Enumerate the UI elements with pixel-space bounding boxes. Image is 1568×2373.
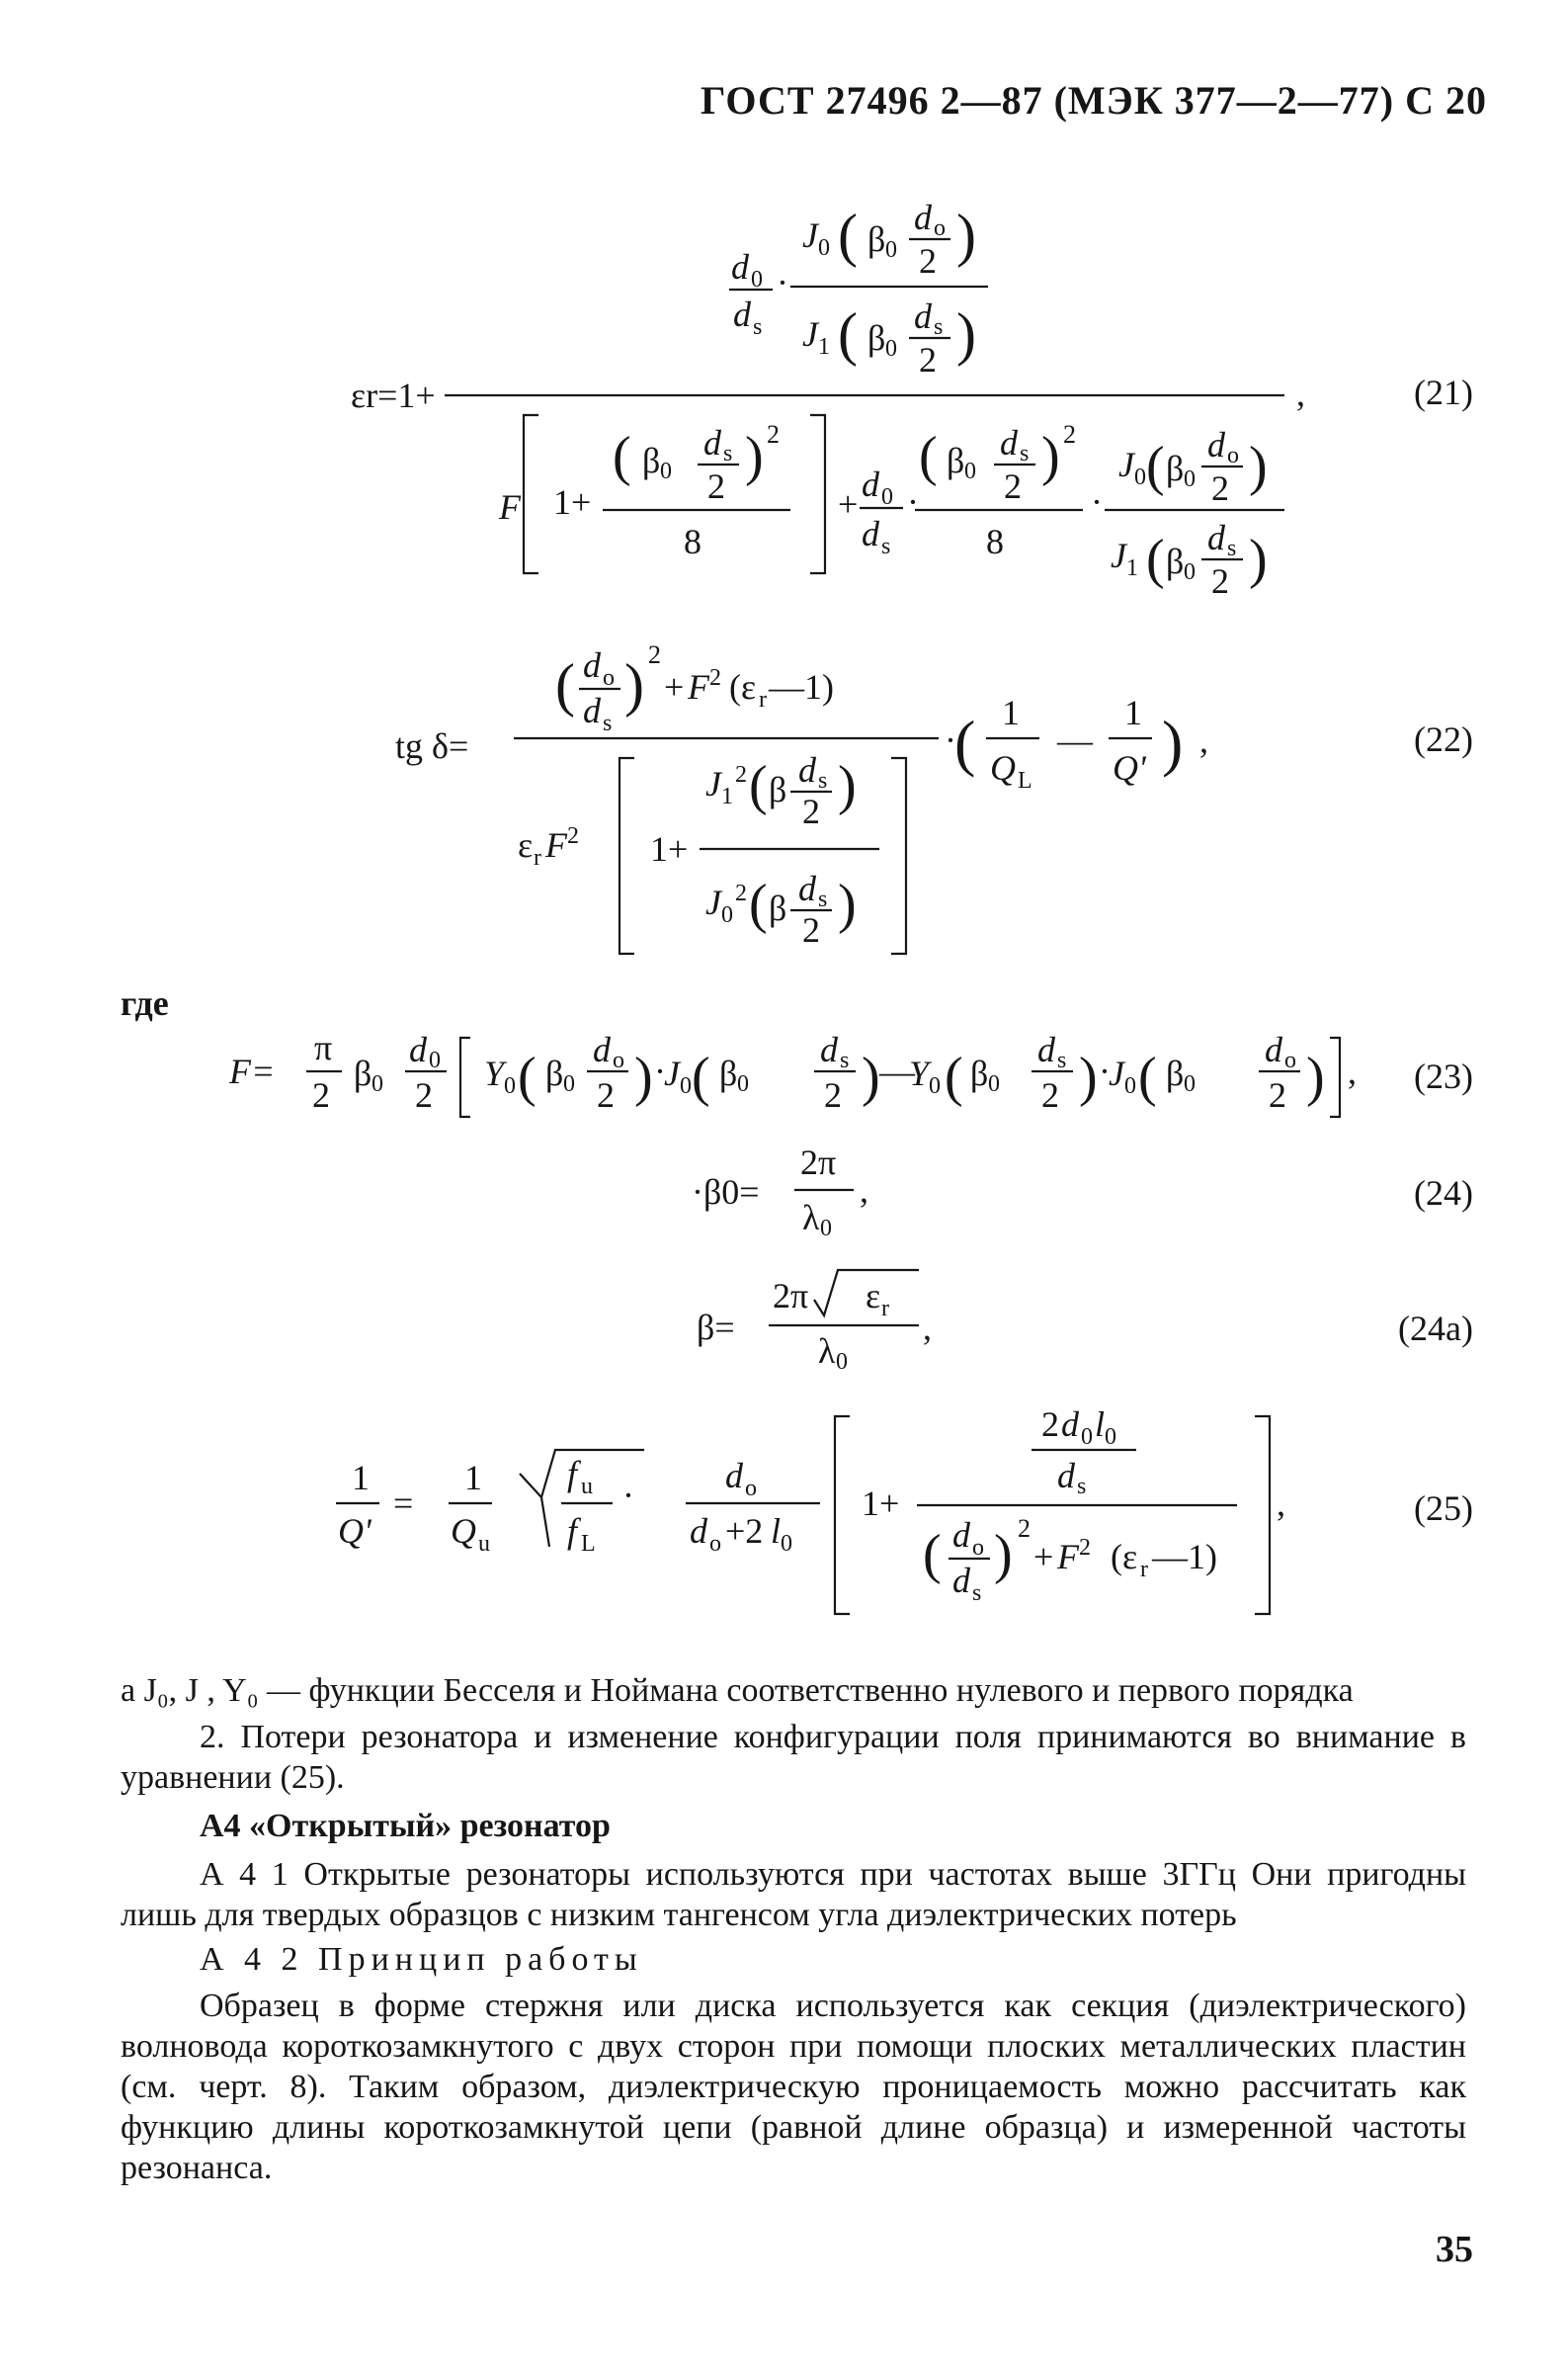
svg-text:,: , <box>860 1170 868 1210</box>
svg-text:β: β <box>1166 542 1185 581</box>
svg-text:F: F <box>1057 1537 1079 1576</box>
svg-text:(: ( <box>518 1047 536 1108</box>
svg-text:·: · <box>777 263 788 302</box>
equation-25 <box>0 1398 1568 1636</box>
svg-text:π: π <box>314 1028 333 1067</box>
svg-text:0: 0 <box>885 336 897 362</box>
svg-text:β: β <box>719 1054 738 1093</box>
svg-text:β: β <box>970 1054 989 1093</box>
svg-text:(: ( <box>923 1524 942 1585</box>
svg-text:β: β <box>354 1054 372 1093</box>
svg-text:d: d <box>1061 1404 1079 1444</box>
svg-text:d: d <box>798 869 816 908</box>
eq24-lhs: ·β0= <box>692 1172 760 1212</box>
svg-text:1: 1 <box>464 1458 482 1497</box>
svg-text:β: β <box>545 1054 564 1093</box>
svg-text:2: 2 <box>767 420 780 449</box>
svg-text:2: 2 <box>1063 420 1076 449</box>
svg-text:0: 0 <box>751 267 763 293</box>
svg-text:d: d <box>914 297 932 336</box>
svg-text:2: 2 <box>1211 468 1229 508</box>
page-header: ГОСТ 27496 2—87 (МЭК 377—2—77) С 20 <box>700 78 1487 123</box>
svg-text:(: ( <box>838 203 858 268</box>
svg-text:L: L <box>581 1531 596 1557</box>
svg-text:o: o <box>603 665 615 691</box>
svg-text:(: ( <box>749 755 768 816</box>
svg-text:ε: ε <box>518 825 534 865</box>
svg-text:s: s <box>1020 441 1030 466</box>
svg-text:·: · <box>907 482 919 522</box>
svg-text:Y: Y <box>909 1054 930 1093</box>
svg-text:s: s <box>1227 536 1237 561</box>
body-text <box>121 1670 1466 2188</box>
svg-text:0: 0 <box>881 484 893 510</box>
equation-21 <box>0 178 1568 633</box>
svg-text:): ) <box>838 755 857 816</box>
svg-text:1+: 1+ <box>650 829 689 869</box>
svg-text:0: 0 <box>885 237 897 263</box>
svg-text:s: s <box>818 768 828 794</box>
svg-text:—1): —1) <box>769 667 834 707</box>
svg-text:(: ( <box>945 1047 963 1108</box>
svg-text:2: 2 <box>1041 1404 1059 1444</box>
section-a4-title: А4 «Открытый» резонатор <box>200 1808 611 1844</box>
paragraph-a42: Образец в форме стержня или диска используется как секция (диэлектрического) волновода короткозамкнутого с двух сторон при помощи плоских металлических пластин (см. черт. 8). Таким образом, диэлектрическую проницаемость можно рассчитать как функцию длины короткозамкнутой цепи (равной длине образца) и измеренной частоты резонанса. <box>121 1988 1466 2186</box>
svg-text:2: 2 <box>1041 1075 1059 1115</box>
svg-text:d: d <box>952 1515 970 1555</box>
svg-text:+: + <box>664 667 685 707</box>
svg-text:0: 0 <box>371 1071 383 1097</box>
note-2: 2. Потери резонатора и изменение конфигурации поля принимаются во внимание в уравнении (25). <box>121 1719 1466 1796</box>
svg-text:β: β <box>867 219 886 259</box>
svg-text:d: d <box>1037 1030 1055 1069</box>
svg-text:u: u <box>478 1531 490 1557</box>
svg-text:): ) <box>1162 708 1184 778</box>
svg-text:β: β <box>642 441 661 480</box>
svg-text:1: 1 <box>352 1458 370 1497</box>
paragraph-a41: А 4 1 Открытые резонаторы используются при частотах выше 3ГГц Они пригодны лишь для твердых образцов с низким тангенсом угла диэлектрических потерь <box>121 1856 1466 1933</box>
svg-text:d: d <box>862 514 879 553</box>
svg-text:·: · <box>622 1476 634 1515</box>
svg-text:—: — <box>1057 720 1093 760</box>
svg-text:1+: 1+ <box>862 1483 900 1523</box>
svg-text:J: J <box>705 883 721 922</box>
svg-text:J: J <box>802 314 818 354</box>
eq24a-lhs: β= <box>697 1308 735 1347</box>
svg-text:0: 0 <box>429 1048 441 1073</box>
svg-text:s: s <box>972 1580 982 1606</box>
svg-text:(: ( <box>555 652 575 718</box>
svg-text:0: 0 <box>1184 559 1196 585</box>
svg-text:o: o <box>709 1531 721 1557</box>
svg-text:1: 1 <box>721 784 733 809</box>
svg-text:2: 2 <box>709 665 721 691</box>
svg-text:+2: +2 <box>725 1511 764 1551</box>
svg-text:d: d <box>914 198 932 237</box>
svg-text:l: l <box>1095 1404 1106 1444</box>
svg-text:0: 0 <box>1124 1073 1136 1099</box>
svg-text:λ: λ <box>818 1331 836 1371</box>
svg-text:λ: λ <box>802 1198 820 1237</box>
svg-text:8: 8 <box>986 522 1004 561</box>
svg-text:2: 2 <box>802 910 820 950</box>
svg-text:1+: 1+ <box>553 482 592 522</box>
svg-text:o: o <box>1227 443 1239 468</box>
svg-text:0: 0 <box>820 1216 832 1241</box>
svg-text:2: 2 <box>707 466 725 506</box>
svg-text:2: 2 <box>1079 1535 1091 1561</box>
svg-text:Y: Y <box>484 1054 505 1093</box>
svg-text:d: d <box>1207 518 1225 557</box>
svg-text:0: 0 <box>737 1071 749 1097</box>
svg-text:0: 0 <box>836 1349 848 1375</box>
svg-text:o: o <box>972 1535 984 1561</box>
svg-text:d: d <box>820 1030 838 1069</box>
svg-text:J: J <box>664 1054 680 1093</box>
svg-text:2: 2 <box>824 1075 842 1115</box>
svg-text:s: s <box>934 314 944 340</box>
svg-text:o: o <box>934 215 946 241</box>
eq22-number: (22) <box>1414 720 1473 759</box>
svg-text:2: 2 <box>802 792 820 831</box>
svg-text:): ) <box>624 652 644 718</box>
svg-text:): ) <box>1249 436 1268 497</box>
svg-text:Q': Q' <box>1113 748 1146 788</box>
svg-text:,: , <box>1348 1052 1357 1091</box>
svg-text:0: 0 <box>1184 466 1196 492</box>
svg-text:2: 2 <box>1211 561 1229 601</box>
svg-text:): ) <box>862 1047 880 1108</box>
svg-text:l: l <box>771 1511 782 1551</box>
svg-text:d: d <box>593 1030 611 1069</box>
svg-text:ε: ε <box>866 1276 881 1315</box>
eq25-number: (25) <box>1414 1488 1473 1528</box>
svg-text:o: o <box>1284 1048 1296 1073</box>
svg-text:): ) <box>1041 426 1060 487</box>
svg-text:d: d <box>703 423 721 463</box>
equation-23 <box>0 1018 1568 1127</box>
svg-text:(: ( <box>1146 436 1165 497</box>
svg-text:s: s <box>603 711 613 736</box>
svg-text:L: L <box>1018 768 1032 794</box>
where-label: где <box>121 983 169 1023</box>
eq23-lhs: F= <box>229 1052 276 1091</box>
svg-text:): ) <box>956 301 976 367</box>
svg-text:Q': Q' <box>338 1511 371 1551</box>
svg-text:d: d <box>725 1456 743 1495</box>
svg-text:+: + <box>838 484 859 524</box>
svg-text:): ) <box>745 426 764 487</box>
svg-text:·: · <box>945 720 956 760</box>
svg-text:d: d <box>952 1561 970 1600</box>
section-a42-title: А 4 2 Принцип работы <box>200 1941 643 1978</box>
svg-text:d: d <box>733 295 751 334</box>
svg-text:2: 2 <box>1004 466 1022 506</box>
svg-text:,: , <box>1199 720 1208 760</box>
svg-text:F: F <box>688 667 709 707</box>
svg-text:2: 2 <box>919 241 937 281</box>
svg-text:o: o <box>613 1048 624 1073</box>
svg-text:=: = <box>393 1483 414 1523</box>
svg-text:): ) <box>994 1524 1013 1585</box>
svg-text:(: ( <box>838 301 858 367</box>
svg-text:f: f <box>567 1511 578 1551</box>
svg-text:s: s <box>818 887 828 912</box>
svg-text:(ε: (ε <box>1111 1537 1138 1576</box>
svg-text:1: 1 <box>1126 555 1138 581</box>
svg-text:Q: Q <box>990 748 1016 788</box>
eq21-lhs: εr=1+ <box>351 376 436 415</box>
svg-text:o: o <box>745 1476 757 1501</box>
svg-text:0: 0 <box>1134 465 1146 490</box>
svg-text:2: 2 <box>919 340 937 380</box>
eq24-number: (24) <box>1414 1173 1473 1213</box>
svg-text:,: , <box>1277 1483 1285 1523</box>
svg-text:0: 0 <box>721 902 733 928</box>
svg-text:s: s <box>840 1048 850 1073</box>
svg-text:d: d <box>862 465 879 504</box>
svg-text:2: 2 <box>1018 1514 1031 1543</box>
svg-text:β: β <box>947 441 965 480</box>
svg-text:): ) <box>1306 1047 1325 1108</box>
svg-text:u: u <box>581 1474 593 1499</box>
svg-text:s: s <box>723 441 733 466</box>
bessel-definition: а J₀, J , Y₀ — функции Бесселя и Ноймана соответственно нулевого и первого порядка <box>121 1672 1354 1709</box>
svg-text:F: F <box>545 825 567 865</box>
svg-text:): ) <box>956 203 976 268</box>
svg-text:d: d <box>798 750 816 790</box>
svg-text:0: 0 <box>504 1073 516 1099</box>
svg-text:1: 1 <box>818 334 830 360</box>
eq23-number: (23) <box>1414 1057 1473 1096</box>
svg-text:0: 0 <box>964 459 976 484</box>
svg-text:0: 0 <box>929 1073 941 1099</box>
svg-text:1: 1 <box>1124 693 1142 732</box>
svg-text:0: 0 <box>563 1071 575 1097</box>
svg-text:0: 0 <box>1081 1424 1093 1450</box>
svg-text:2: 2 <box>648 640 661 669</box>
svg-text:,: , <box>1296 374 1305 413</box>
svg-text:2π: 2π <box>773 1276 809 1315</box>
svg-text:,: , <box>923 1308 932 1347</box>
svg-text:J: J <box>1109 1054 1124 1093</box>
svg-text:): ) <box>1249 529 1268 590</box>
page-number: 35 <box>1436 2229 1473 2270</box>
svg-text:s: s <box>881 534 891 559</box>
svg-text:d: d <box>1000 423 1018 463</box>
svg-text:·: · <box>1091 482 1103 522</box>
equation-24 <box>0 1137 1568 1245</box>
svg-text:β: β <box>769 770 787 809</box>
svg-text:J: J <box>705 764 721 804</box>
svg-text:—1): —1) <box>1152 1537 1217 1576</box>
svg-text:(: ( <box>1138 1047 1157 1108</box>
svg-text:J: J <box>1111 536 1126 575</box>
svg-text:F: F <box>499 487 521 527</box>
eq24a-number: (24a) <box>1398 1309 1473 1348</box>
svg-text:): ) <box>838 874 857 935</box>
svg-text:d: d <box>690 1511 707 1551</box>
svg-text:2: 2 <box>735 762 747 788</box>
svg-text:d: d <box>1057 1456 1075 1495</box>
svg-text:Q: Q <box>451 1511 476 1551</box>
svg-text:(: ( <box>749 874 768 935</box>
svg-text:(ε: (ε <box>729 667 757 707</box>
svg-text:(: ( <box>1146 529 1165 590</box>
svg-text:2: 2 <box>567 823 579 849</box>
svg-text:0: 0 <box>680 1073 692 1099</box>
svg-text:J: J <box>802 215 818 255</box>
svg-text:2π: 2π <box>800 1143 837 1182</box>
svg-text:r: r <box>534 845 541 871</box>
svg-text:0: 0 <box>988 1071 1000 1097</box>
svg-text:2: 2 <box>415 1075 433 1115</box>
svg-text:f: f <box>567 1454 578 1493</box>
svg-text:r: r <box>759 687 767 713</box>
equation-22 <box>0 628 1568 964</box>
svg-text:2: 2 <box>735 881 747 906</box>
equation-24a <box>0 1260 1568 1375</box>
svg-text:r: r <box>881 1296 889 1321</box>
svg-text:J: J <box>1118 445 1134 484</box>
svg-text:0: 0 <box>818 235 830 261</box>
svg-text:d: d <box>409 1030 427 1069</box>
svg-text:1: 1 <box>1002 693 1020 732</box>
svg-text:2: 2 <box>312 1075 330 1115</box>
svg-text:d: d <box>583 691 601 730</box>
svg-text:(: ( <box>692 1047 710 1108</box>
svg-text:·: · <box>654 1052 666 1091</box>
svg-text:β: β <box>867 318 886 358</box>
eq21-number: (21) <box>1414 373 1473 412</box>
svg-text:0: 0 <box>1105 1424 1116 1450</box>
eq22-lhs: tg δ= <box>395 726 469 766</box>
svg-text:+: + <box>1033 1537 1054 1576</box>
svg-text:β: β <box>769 889 787 928</box>
svg-text:2: 2 <box>597 1075 615 1115</box>
svg-text:): ) <box>1079 1047 1098 1108</box>
svg-text:d: d <box>1265 1030 1282 1069</box>
svg-text:β: β <box>1166 1054 1185 1093</box>
svg-text:(: ( <box>954 708 976 778</box>
svg-text:2: 2 <box>1269 1075 1286 1115</box>
svg-text:d: d <box>583 645 601 685</box>
svg-text:(: ( <box>613 426 631 487</box>
svg-text:s: s <box>753 314 763 340</box>
svg-text:d: d <box>731 247 749 287</box>
svg-text:): ) <box>634 1047 653 1108</box>
svg-text:d: d <box>1207 425 1225 465</box>
svg-text:0: 0 <box>1184 1071 1196 1097</box>
svg-text:β: β <box>1166 449 1185 488</box>
svg-text:(: ( <box>919 426 938 487</box>
svg-text:·: · <box>1099 1052 1111 1091</box>
svg-text:8: 8 <box>684 522 701 561</box>
svg-text:r: r <box>1140 1557 1148 1582</box>
svg-text:0: 0 <box>781 1531 792 1557</box>
svg-text:s: s <box>1077 1474 1087 1499</box>
svg-text:0: 0 <box>660 459 672 484</box>
svg-text:—: — <box>879 1052 915 1091</box>
svg-text:s: s <box>1057 1048 1067 1073</box>
